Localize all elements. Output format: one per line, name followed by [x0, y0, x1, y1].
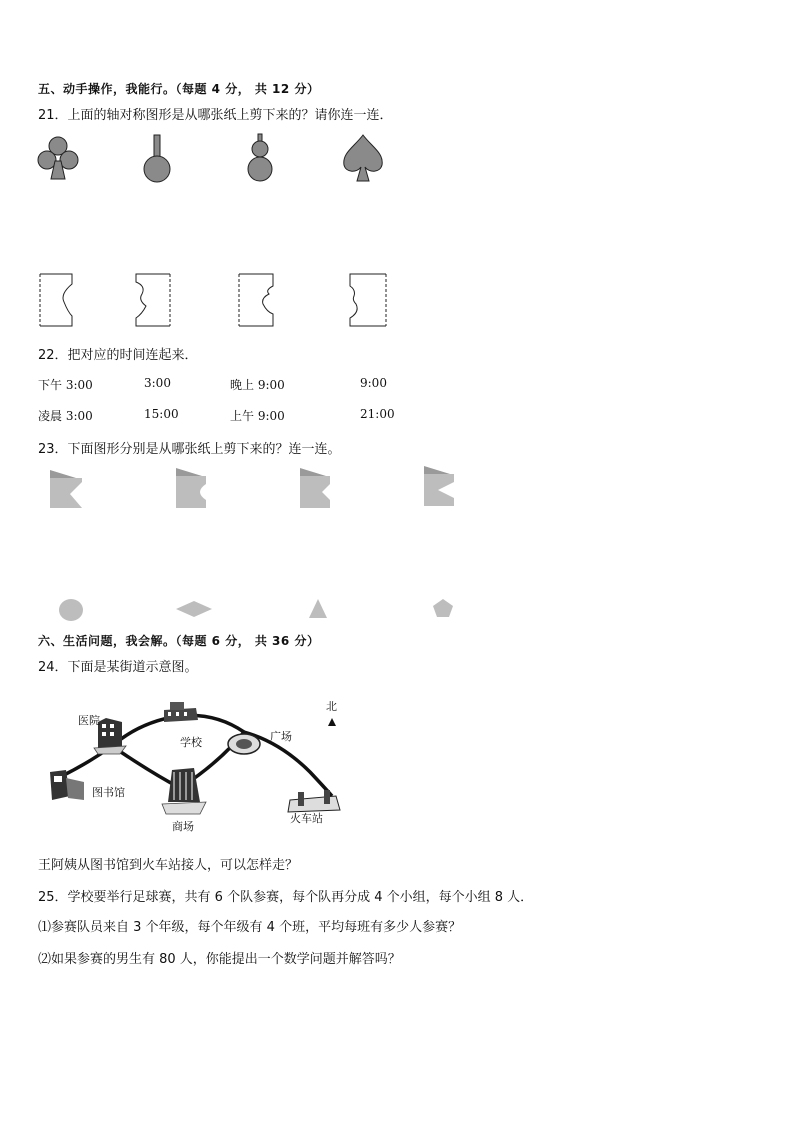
map-label-square: 广场: [270, 730, 292, 743]
map-label-library: 图书馆: [92, 786, 125, 799]
section-title-5: 五、动手操作，我能行。（每题 4 分， 共 12 分）: [38, 82, 320, 96]
gourd-icon: [244, 133, 276, 185]
map-label-station: 火车站: [290, 812, 323, 825]
club-icon: [36, 135, 80, 185]
time-cell: 3:00: [144, 376, 171, 390]
map-label-school: 学校: [180, 736, 202, 749]
time-cell: 9:00: [360, 376, 387, 390]
folded-paper-4: [420, 464, 464, 510]
pentagon-shape: [430, 596, 456, 620]
time-cell: 15:00: [144, 407, 179, 421]
question-25-sub1: ⑴参赛队员来自 3 个年级，每个年级有 4 个班，平均每班有多少人参赛？: [38, 920, 462, 935]
mall-icon: [168, 768, 200, 802]
question-25-sub2: ⑵如果参赛的男生有 80 人，你能提出一个数学问题并解答吗？: [38, 952, 401, 967]
question-21-text: 21．上面的轴对称图形是从哪张纸上剪下来的？请你连一连．: [38, 108, 393, 123]
question-24-text: 24．下面是某街道示意图。: [38, 660, 198, 675]
paper-piece-b: [132, 272, 172, 328]
rhombus-shape: [174, 598, 214, 620]
circle-shape: [56, 596, 86, 624]
spade-icon: [340, 133, 386, 185]
time-cell: 凌晨 3:00: [38, 409, 93, 423]
time-cell: 21:00: [360, 407, 395, 421]
road: [112, 746, 180, 788]
time-cell: 上午 9:00: [230, 409, 285, 423]
section-title-6: 六、生活问题，我会解。（每题 6 分， 共 36 分）: [38, 634, 320, 648]
paper-piece-c: [237, 272, 279, 328]
triangle-shape: [306, 596, 330, 622]
question-23-text: 23．下面图形分别是从哪张纸上剪下来的？连一连。: [38, 442, 341, 457]
north-arrow-icon: [328, 718, 336, 726]
map-label-hospital: 医院: [78, 714, 100, 727]
time-cell: 下午 3:00: [38, 378, 93, 392]
question-25-text: 25．学校要举行足球赛，共有 6 个队参赛，每个队再分成 4 个小组，每个小组 8 人．: [38, 890, 534, 905]
folded-paper-3: [296, 466, 340, 512]
question-24-prompt: 王阿姨从图书馆到火车站接人，可以怎样走？: [38, 858, 299, 873]
paper-piece-a: [38, 272, 78, 328]
time-cell: 晚上 9:00: [230, 378, 285, 392]
question-22-text: 22．把对应的时间连起来．: [38, 348, 198, 363]
folded-paper-1: [46, 466, 90, 512]
bottle-icon: [140, 133, 174, 185]
folded-paper-2: [172, 466, 216, 512]
map-label-north: 北: [326, 700, 337, 713]
map-label-mall: 商场: [172, 820, 194, 833]
paper-piece-d: [346, 272, 388, 328]
